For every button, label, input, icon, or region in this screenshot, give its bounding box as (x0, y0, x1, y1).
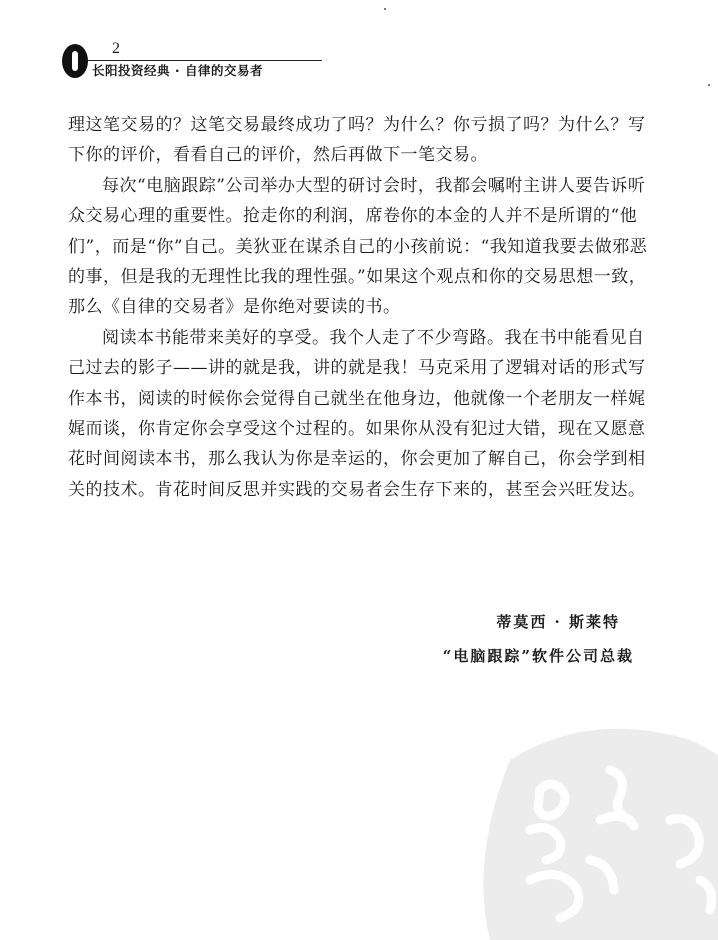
scan-speck (708, 84, 710, 86)
running-title: 长阳投资经典 · 自律的交易者 (92, 63, 263, 78)
header-rule (88, 60, 322, 61)
paragraph-seminar: 每次“电脑跟踪”公司举办大型的研讨会时，我都会嘱咐主讲人要告诉听众交易心理的重要性。抢走你的利润，席卷你的本金的人并不是所谓的“他们”，而是“你”自己。美狄亚在谋杀自己的小孩前说：“我知道我要去做邪恶的事，但是我的无理性比我的理性强。”如果这个观点和你的交易思想一致，那么《自律的交易者》是你绝对要读的书。 (68, 175, 648, 318)
body-text (68, 110, 660, 505)
signature-block (443, 605, 634, 673)
signature-name: 蒂莫西 · 斯莱特 (496, 613, 620, 631)
library-stamp-watermark-icon (470, 700, 718, 940)
signature-title: “电脑跟踪”软件公司总裁 (442, 647, 634, 665)
paragraph-continued: 理这笔交易的？这笔交易最终成功了吗？为什么？你亏损了吗？为什么？写下你的评价，看看自己的评价，然后再做下一笔交易。 (68, 115, 646, 166)
page-header (62, 36, 322, 82)
page-number: 2 (112, 40, 120, 57)
paragraph-enjoyment: 阅读本书能带来美好的享受。我个人走了不少弯路。我在书中能看见自己过去的影子——讲的就是我，讲的就是我！马克采用了逻辑对话的形式写作本书，阅读的时候你会觉得自己就坐在他身边，他就像一个老朋友一样娓娓而谈，你肯定你会享受这个过程的。如果你从没有犯过大错，现在又愿意花时间阅读本书，那么我认为你是幸运的，你会更加了解自己，你会学到相关的技术。肯花时间反思并实践的交易者会生存下来的，甚至会兴旺发达。 (68, 327, 646, 500)
scan-speck (384, 8, 386, 10)
chapter-badge-icon (62, 44, 88, 78)
